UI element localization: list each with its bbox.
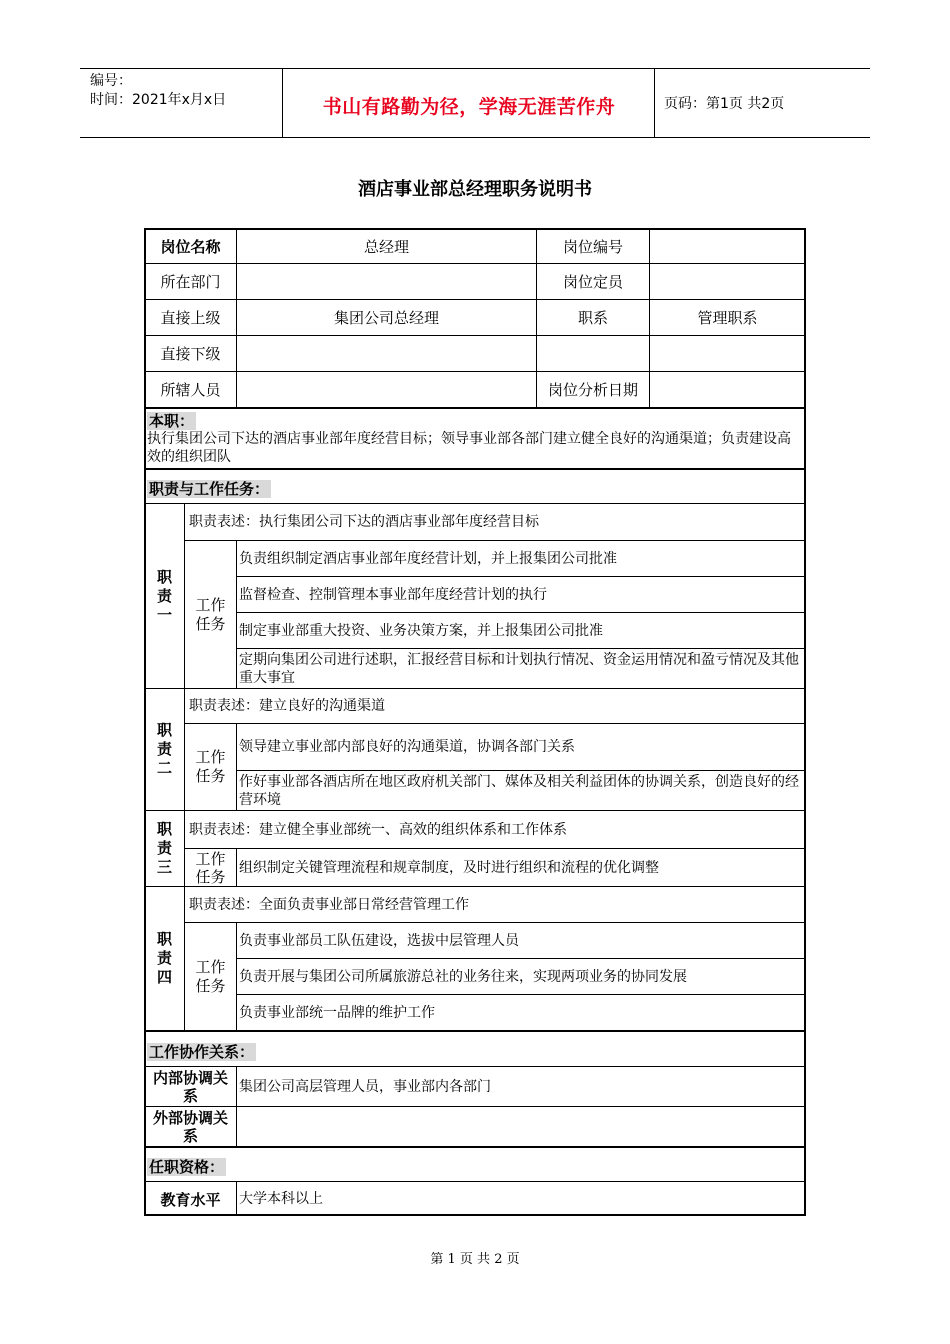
document-title: 酒店事业部总经理职务说明书 xyxy=(358,179,592,200)
subordinate-value xyxy=(237,336,536,371)
duty-name: 职责四 xyxy=(156,930,172,986)
task-item: 负责组织制定酒店事业部年度经营计划，并上报集团公司批准 xyxy=(239,550,617,567)
staffing-label: 岗位定员 xyxy=(562,273,623,291)
task-item: 组织制定关键管理流程和规章制度，及时进行组织和流程的优化调整 xyxy=(239,859,659,876)
post-name-value: 总经理 xyxy=(363,237,409,256)
task-item: 制定事业部重大投资、业务决策方案，并上报集团公司批准 xyxy=(239,622,603,639)
task-item: 负责开展与集团公司所属旅游总社的业务往来，实现两项业务的协同发展 xyxy=(239,968,687,985)
task-item: 定期向集团公司进行述职，汇报经营目标和计划执行情况、资金运用情况和盈亏情况及其他重大事宜 xyxy=(239,651,799,686)
post-no-value xyxy=(650,229,805,263)
external-coordination-label: 外部协调关系 xyxy=(152,1108,228,1145)
superior-value: 集团公司总经理 xyxy=(333,309,439,327)
duty-name: 职责二 xyxy=(156,721,172,777)
task-item: 领导建立事业部内部良好的沟通渠道，协调各部门关系 xyxy=(239,739,575,755)
cooperation-section-label: 工作协作关系： xyxy=(149,1043,255,1061)
managed-staff-label: 所辖人员 xyxy=(160,381,221,399)
managed-staff-value xyxy=(237,372,536,407)
qualification-section-label: 任职资格： xyxy=(149,1158,225,1176)
duty-name: 职责三 xyxy=(156,820,172,876)
task-label: 工作任务 xyxy=(195,849,226,886)
header-date: 时间：2021年x月x日 xyxy=(90,92,227,108)
page-footer: 第 1 页 共 2 页 xyxy=(430,1252,520,1267)
analysis-date-label: 岗位分析日期 xyxy=(547,381,638,399)
task-label: 工作任务 xyxy=(195,748,226,785)
task-label: 工作任务 xyxy=(195,957,226,995)
duty-name: 职责一 xyxy=(156,567,172,624)
duties-section-label: 职责与工作任务： xyxy=(149,480,270,498)
task-item: 负责事业部员工队伍建设，选拔中层管理人员 xyxy=(239,932,519,949)
header-page-number: 页码：第1页 共2页 xyxy=(664,96,785,112)
header-motto: 书山有路勤为径，学海无涯苦作舟 xyxy=(322,96,616,118)
task-item: 监督检查、控制管理本事业部年度经营计划的执行 xyxy=(239,586,547,603)
duty-description: 职责表述：建立健全事业部统一、高效的组织体系和工作体系 xyxy=(189,821,567,838)
analysis-date-value xyxy=(650,372,805,407)
duty-description: 职责表述：建立良好的沟通渠道 xyxy=(189,698,385,714)
task-label: 工作任务 xyxy=(195,595,226,633)
series-label: 职系 xyxy=(577,309,608,327)
internal-coordination-value: 集团公司高层管理人员，事业部内各部门 xyxy=(239,1078,491,1095)
post-no-label: 岗位编号 xyxy=(562,237,623,256)
dept-label: 所在部门 xyxy=(160,273,221,291)
post-name-label: 岗位名称 xyxy=(160,237,221,256)
external-coordination-value xyxy=(239,1107,803,1146)
task-item: 负责事业部统一品牌的维护工作 xyxy=(239,1004,435,1021)
staffing-value xyxy=(650,264,805,299)
duty-description: 职责表述：全面负责事业部日常经营管理工作 xyxy=(189,896,469,913)
series-value: 管理职系 xyxy=(697,309,758,327)
dept-value xyxy=(237,264,536,299)
education-value: 大学本科以上 xyxy=(239,1191,323,1207)
job-summary-label: 本职： xyxy=(149,412,195,430)
education-label: 教育水平 xyxy=(160,1190,221,1209)
superior-label: 直接上级 xyxy=(160,309,221,327)
job-summary-text: 执行集团公司下达的酒店事业部年度经营目标；领导事业部各部门建立健全良好的沟通渠道；负责建设高效的组织团队 xyxy=(147,431,791,465)
internal-coordination-label: 内部协调关系 xyxy=(152,1068,228,1105)
subordinate-label: 直接下级 xyxy=(160,345,221,363)
task-item: 作好事业部各酒店所在地区政府机关部门、媒体及相关利益团体的协调关系，创造良好的经营环境 xyxy=(239,773,799,808)
header-number: 编号： xyxy=(90,73,132,89)
duty-description: 职责表述：执行集团公司下达的酒店事业部年度经营目标 xyxy=(189,514,539,530)
